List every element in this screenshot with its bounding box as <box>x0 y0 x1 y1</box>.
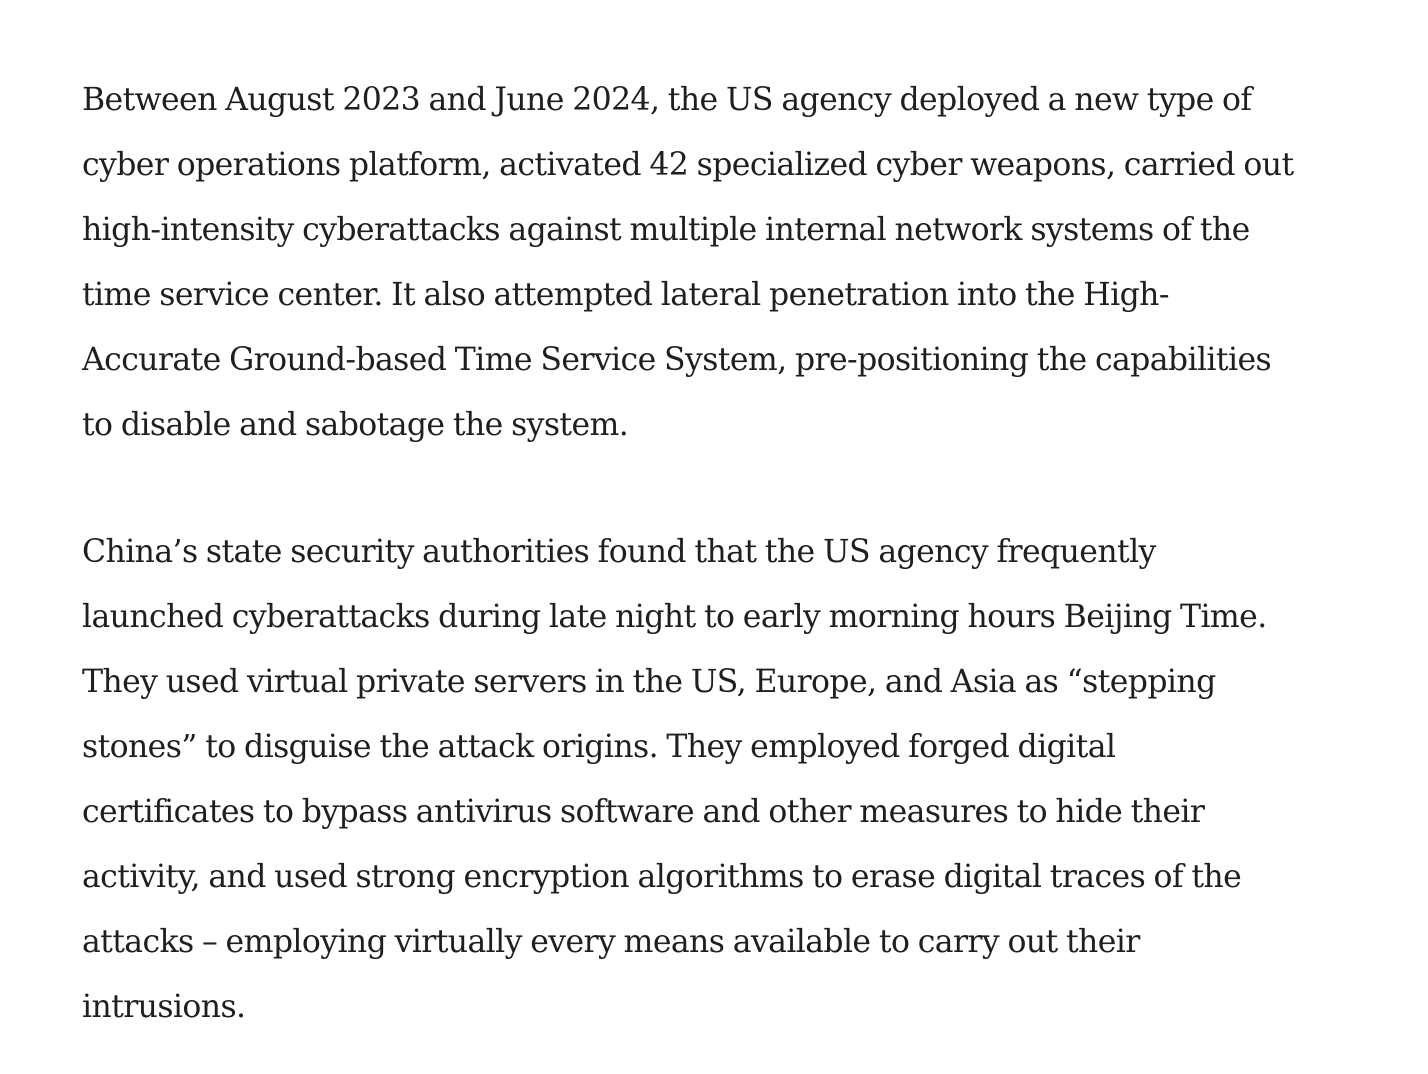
article-body <box>82 68 1344 1040</box>
paragraph <box>82 68 1344 458</box>
text-line: Between August 2023 and June 2024, the US agency deployed a new type of <box>82 82 1252 118</box>
text-line: launched cyberattacks during late night to early morning hours Beijing Time. <box>82 599 1267 635</box>
text-line: attacks – employing virtually every means available to carry out their <box>82 924 1140 960</box>
text-line: high-intensity cyberattacks against multiple internal network systems of the <box>82 212 1250 248</box>
text-line: to disable and sabotage the system. <box>82 407 629 443</box>
text-line: activity, and used strong encryption algorithms to erase digital traces of the <box>82 859 1242 895</box>
text-line: certificates to bypass antivirus software and other measures to hide their <box>82 794 1205 830</box>
text-line: Accurate Ground-based Time Service System, pre-positioning the capabilities <box>82 342 1272 378</box>
text-line: They used virtual private servers in the US, Europe, and Asia as “stepping <box>82 664 1216 700</box>
text-line: time service center. It also attempted lateral penetration into the High- <box>82 277 1169 313</box>
text-line: intrusions. <box>82 989 246 1025</box>
paragraph <box>82 520 1344 1040</box>
text-line: stones” to disguise the attack origins. They employed forged digital <box>82 729 1116 765</box>
text-line: cyber operations platform, activated 42 specialized cyber weapons, carried out <box>82 147 1294 183</box>
text-line: China’s state security authorities found that the US agency frequently <box>82 534 1156 570</box>
